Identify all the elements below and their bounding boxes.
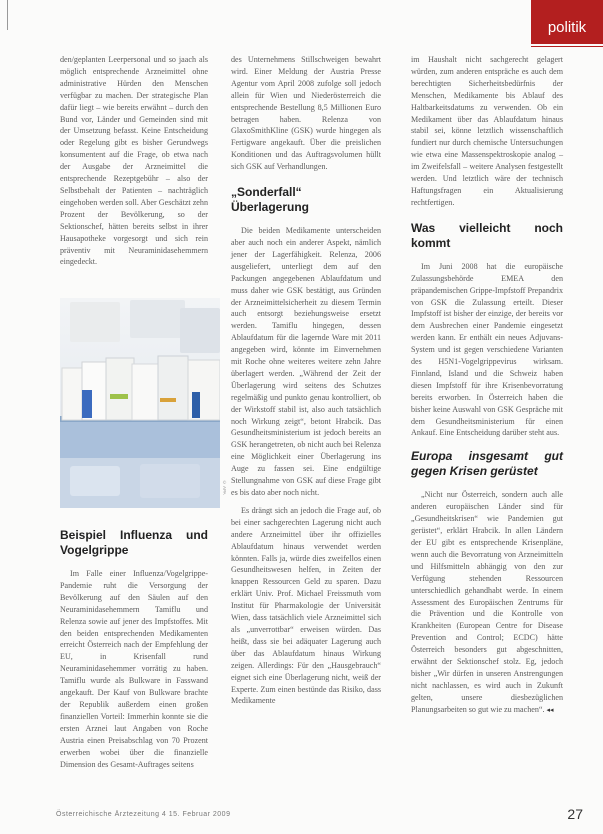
column-3: [411, 54, 563, 717]
margin-rule: [7, 0, 8, 30]
end-of-article-mark: ◂◂: [546, 705, 554, 714]
photo-credit: © APA: [222, 480, 227, 495]
paragraph: Im Falle einer Influenza/Vogelgrippe-Pandemie ruht die Versorgung der Bevölkerung auf den Säulen auf den Neuraminidasehemmern Tamiflu und Relenza sowie auf jener des Impfstoffes. Mit den beiden entsprechenden Medikamenten erreicht Österreich nach der Empfehlung der EU, in Krisenfall rund Neuraminidasehemmer vorrätig zu haben. Tamiflu wurde als Bulkware in Fasswand angekauft. Der Kauf von Bulkware brachte der Republik außerdem einen großen finanziellen Vorteil: Immerhin konnte sie die ersten Arznei laut Angaben von Roche Austria einen Preisabschlag von 70 Prozent erwerben wobei über die finanzielle Dimension des Gesamt-Auftrages seitens: [60, 569, 208, 769]
column-1-lower: [60, 528, 208, 770]
paragraph: im Haushalt nicht sachgerecht gelagert würden, zum anderen entspräche es auch dem berechtigten Sicherheitsbedürfnis der Menschen, Medikamente bis Ablauf des Haltbarkeitsdatums zu verwenden. Ob ein Medikament über das Ablaufdatum hinaus stabil sei, könne letztlich wissenschaftlich fundiert nur durch chemische Untersuchungen wie etwa eine Massenspektroskopie analog – im Zweifelsfall – weitere Analysen festgestellt werden. Und letztlich wäre der technisch Haftungsfragen ein Aktualisierung rechtfertigen.: [411, 55, 563, 207]
paragraph-text: „Nicht nur Österreich, sondern auch alle anderen europäischen Länder sind für „Gesundheitskrisen“ wie Pandemien gut gerüstet“, erklärt Hrabcik. In allen Ländern der EU gibt es entsprechende Krisenpläne, wenn auch die Bevorratung von Arzneimitteln und Hilfsmitteln abhängig von den zur Verfügung stehenden Ressourcen unterschiedlich gehandhabt werde. In einem Assessment des Europäischen Zentrums für die Prävention und die Kontrolle von Krankheiten (European Centre for Disease Prevention and Control; ECDC) hätte Österreich besonders gut abgeschnitten, erwähnt der Sektionschef stolz. Eg, jedoch bisher „Wir dürfen in unseren Anstrengungen nicht nachlassen, es wird auch in Zukunft gelten, unsere diesbezüglichen Planungsarbeiten so gut wie zu machen“.: [411, 490, 563, 714]
shelf-illustration: [60, 298, 220, 508]
section-label: politik: [547, 19, 587, 36]
paragraph: des Unternehmens Stillschweigen bewahrt wird. Einer Meldung der Austria Presse Agentur vom April 2008 zufolge soll jedoch allein für Wien und Niederösterreich die entsprechende Bestellung 8,5 Millionen Euro betragen haben. Relenza von GlaxoSmithKline (GSK) wurde hingegen als Fertigware angekauft. Über die preislichen Konditionen und das Auftragsvolumen hüllt sich GSK auf Verhandlungen.: [231, 55, 381, 172]
paragraph: Die beiden Medikamente unterscheiden aber auch noch ein anderer Aspekt, nämlich jener der Lagerfähigkeit. Relenza, 2006 ausgeliefert, unterliegt dem auf den Packungen angegebenen Ablaufdatum und muss daher wie GSK bestätigt, aus Gründen der Arzneimittelsicherheit zu diesem Termin auch entsorgt beziehungsweise ersetzt werden. Tamiflu hingegen, dessen Ablaufdatum für die lagernde Ware mit 2011 angegeben wird, könnte im Einvernehmen mit Roche ohne weiteres weitere zehn Jahre überlagert werden. „Während der Zeit der Überlagerung wird seitens des Schutzes regelmäßig und punkto genau kontrolliert, ob der Wirkstoff stabil ist, also auch tatsächlich noch Wirkung zeigt“, betont Hrabcik. Das Gesundheitsministerium ist jedoch bereits an GSK herangetreten, ob nicht auch bei Relenza eine Möglichkeit einer Überlagerung ins Auge zu fassen sei. Eine endgültige Stellungnahme von GSK auf diese Frage gibt es bis dato aber noch nicht.: [231, 226, 381, 497]
paragraph: Es drängt sich an jedoch die Frage auf, ob bei einer sachgerechten Lagerung nicht auch andere Arzneimittel über ihr offizielles Ablaufdatum hinaus verwendet werden könnten. Falls ja, würde dies zweifellos einen Gesundheitswesen helfen, in Zeiten der knappen Ressourcen Geld zu sparen. Dazu erklärt Univ. Prof. Michael Freissmuth vom Institut für Pharmakologie der Universität Wien, dass tatsächlich viele Arzneimittel sich als „unverrottbar“ erweisen würden. Das heißt, dass sie bei adäquater Lagerung auch über das Ablaufdatum hinaus Wirkung zeigen. Allerdings: Für den „Hausgebrauch“ eignet sich eine Überlagerung nicht, weiß der Experte. Zum einen bestünde das Risiko, dass Medikamente: [231, 505, 381, 706]
column-2: [231, 54, 381, 707]
page-number: 27: [567, 806, 583, 822]
section-tab: [531, 0, 603, 44]
paragraph: Im Juni 2008 hat die europäische Zulassungsbehörde EMEA den präpandemischen Grippe-Impfstoff Prepandrix von GSK die Zulassung erteilt. Dieser Impfstoff ist bisher der einzige, der bereits vor dem Ausbrechen einer Pandemie eingesetzt werden kann. Er enthält ein neues Adjuvans-System und ist gegen verschiedene Varianten des H5N1-Vogelgrippevirus wirksam. Finnland, Island und die Schweiz haben diesen Impfstoff für ihre Krisenbevorratung bereits erworben. In Österreich haben die bisher keine Auswahl von GSK Gespräche mit dem Gesundheitsministerium für einen Ankauf. Eine Entscheidung darüber steht aus.: [411, 261, 563, 438]
paragraph: den/geplanten Leerpersonal und so jaach als möglich entsprechende Arzneimittel ohne administrative Hürden den Menschen verfügbar zu machen. Der strategische Plan dafür liegt – wie bereits erwähnt – durch den Bund vor, Länder und Gemeinden sind mit der Umsetzung befasst. Keine Entscheidung oder Regelung gibt es bisher Gerundwegs konsumentent auf die Frage, ob etwa nach der Ausgabe der Arzneimittel die entsprechende Rezeptgebühr – also der Selbstbehalt der Patienten – nachträglich eingehoben werden soll. Aber Geschätzt zehn Prozent der Bevölkerung, so der Sektionschef, hätten bereits selbst in ihrer Hausapotheke vorgesorgt und sich rein präventiv mit Neuraminidasehemmern eingedeckt.: [60, 55, 208, 267]
section-heading: Was vielleicht noch kommt: [411, 220, 563, 250]
section-underline: [531, 46, 603, 47]
medicine-boxes-photo: [60, 298, 220, 508]
column-1: [60, 54, 208, 268]
publication-footer: Österreichische Ärztezeitung 4 15. Februar 2009: [56, 811, 231, 818]
paragraph: [411, 489, 563, 716]
section-heading: Europa insgesamt gut gegen Krisen gerüstet: [411, 449, 563, 479]
section-heading: „Sonderfall“ Überlagerung: [231, 185, 310, 215]
section-heading: Beispiel Influenza und Vogelgrippe: [60, 528, 208, 557]
